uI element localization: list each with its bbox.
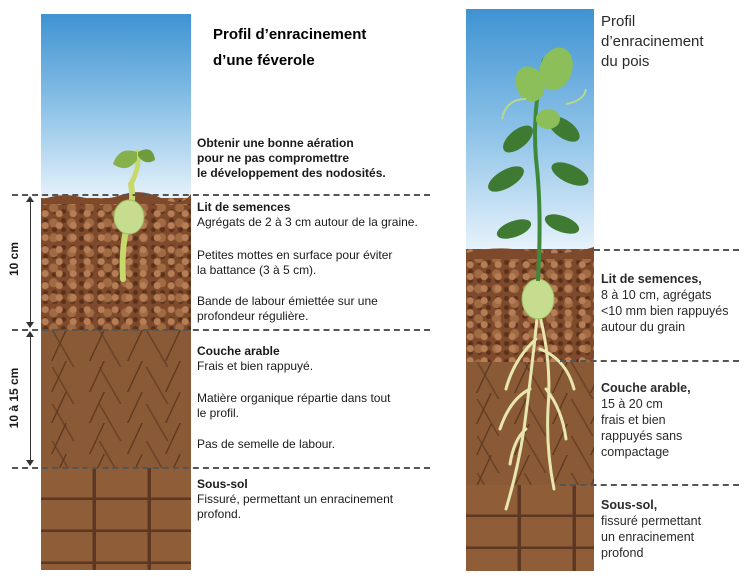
faba-bean-seedling-illustration [41,14,191,570]
left-topsoil-heading: Couche arable [197,344,280,358]
right-seedbed-text: 8 à 10 cm, agrégats <10 mm bien rappuyés autour du grain [601,288,729,334]
right-subsoil-heading: Sous-sol, [601,498,658,512]
scale-bracket-10cm [30,198,31,326]
right-seedbed-boundary [594,249,739,251]
arrow-up-icon [26,331,34,337]
left-title: Profil d’enracinement d’une féverole [213,26,367,69]
left-seedbed-text-3: Bande de labour émiettée sur une profondeur régulière. [197,294,378,323]
left-topsoil-text-1: Frais et bien rappuyé. [197,359,314,373]
right-title: Profil d’enracinement du pois [601,13,704,70]
right-topsoil-text: 15 à 20 cm frais et bien rappuyés sans compactage [601,397,683,459]
left-intro-text: Obtenir une bonne aération pour ne pas compromettre le développement des nodosités. [197,136,386,180]
right-subsoil-text: fissuré permettant un enracinement profond [601,514,702,560]
scale-bracket-10-15cm [30,333,31,465]
faba-bean-soil-profile [41,14,191,570]
left-seedbed-heading: Lit de semences [197,200,291,214]
left-seedbed-text-1: Agrégats de 2 à 3 cm autour de la graine. [197,215,418,229]
arrow-up-icon [26,196,34,202]
left-subsoil-boundary [12,467,430,469]
left-subsoil-text: Fissuré, permettant un enracinement profond. [197,492,394,521]
right-topsoil-heading: Couche arable, [601,381,691,395]
left-seedbed-boundary [12,194,430,196]
scale-label-10cm: 10 cm [7,241,21,277]
left-topsoil-text-2: Matière organique répartie dans tout le profil. [197,391,391,420]
arrow-down-icon [26,460,34,466]
pea-soil-profile [466,9,594,571]
pea-plant-illustration [466,9,594,571]
scale-label-10-15cm: 10 à 15 cm [7,367,21,429]
right-seedbed-heading: Lit de semences, [601,272,702,286]
left-topsoil-boundary [12,329,430,331]
arrow-down-icon [26,322,34,328]
left-subsoil-heading: Sous-sol [197,477,248,491]
right-topsoil-boundary [560,360,739,362]
left-seedbed-text-2: Petites mottes en surface pour éviter la battance (3 à 5 cm). [197,248,393,277]
right-subsoil-boundary [560,484,739,486]
left-topsoil-text-3: Pas de semelle de labour. [197,437,336,451]
